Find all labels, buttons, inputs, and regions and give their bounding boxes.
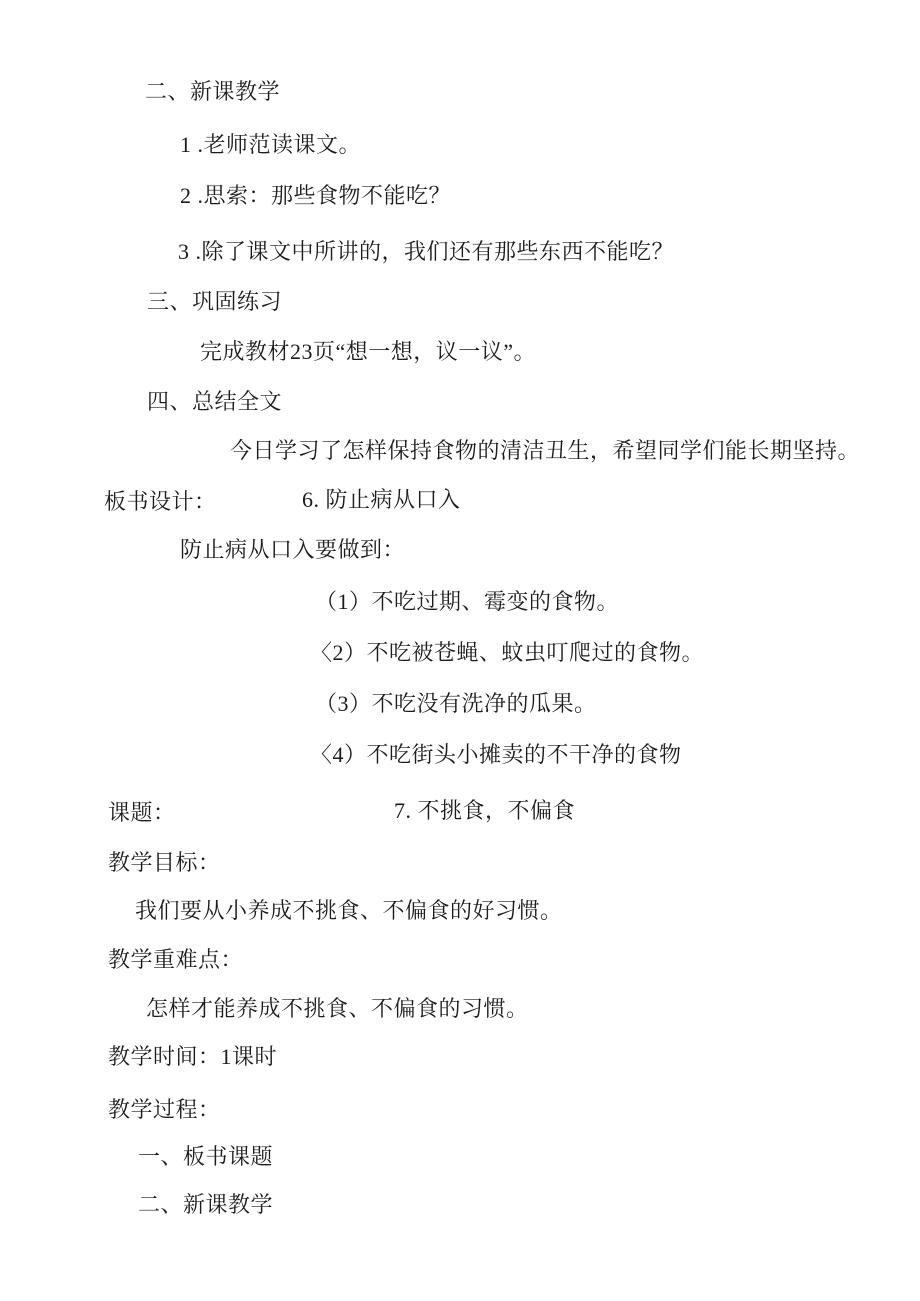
summary-sentence: 今日学习了怎样保持食物的清洁丑生，希望同学们能长期坚持。 (230, 438, 861, 463)
section-heading-practice: 三、巩固练习 (147, 289, 283, 314)
step-1-teacher-reads: 1 .老师范读课文。 (180, 132, 362, 157)
key-points-text: 怎样才能养成不挑食、不偏食的习惯。 (146, 996, 529, 1021)
teaching-time: 教学时间：1课时 (108, 1044, 278, 1069)
board-design-label: 板书设计： (104, 489, 217, 514)
key-points-label: 教学重难点： (108, 947, 244, 972)
practice-instruction: 完成教材23页“想一想，议一议”。 (200, 339, 537, 364)
board-point-2: 〈2）不吃被苍蝇、蚊虫叮爬过的食物。 (310, 640, 705, 665)
board-design-title: 6. 防止病从口入 (302, 487, 461, 512)
process-step-1: 一、板书课题 (138, 1144, 274, 1169)
board-design-subtitle: 防止病从口入要做到： (180, 537, 406, 562)
section-heading-new-lesson: 二、新课教学 (145, 79, 281, 104)
objectives-label: 教学目标： (108, 850, 221, 875)
process-label: 教学过程： (108, 1097, 221, 1122)
board-point-1: （1）不吃过期、霉变的食物。 (315, 589, 620, 614)
objectives-text: 我们要从小养成不挑食、不偏食的好习惯。 (135, 898, 563, 923)
step-3-discuss: 3 .除了课文中所讲的，我们还有那些东西不能吃？ (178, 239, 675, 264)
board-point-3: （3）不吃没有洗净的瓜果。 (315, 691, 597, 716)
step-2-think: 2 .思索：那些食物不能吃？ (180, 183, 452, 208)
section-heading-summary: 四、总结全文 (147, 389, 283, 414)
topic-title: 7. 不挑食，不偏食 (394, 798, 576, 823)
process-step-2: 二、新课教学 (138, 1192, 274, 1217)
board-point-4: 〈4）不吃街头小摊卖的不干净的食物 (310, 742, 682, 767)
topic-label: 课题： (108, 800, 176, 825)
